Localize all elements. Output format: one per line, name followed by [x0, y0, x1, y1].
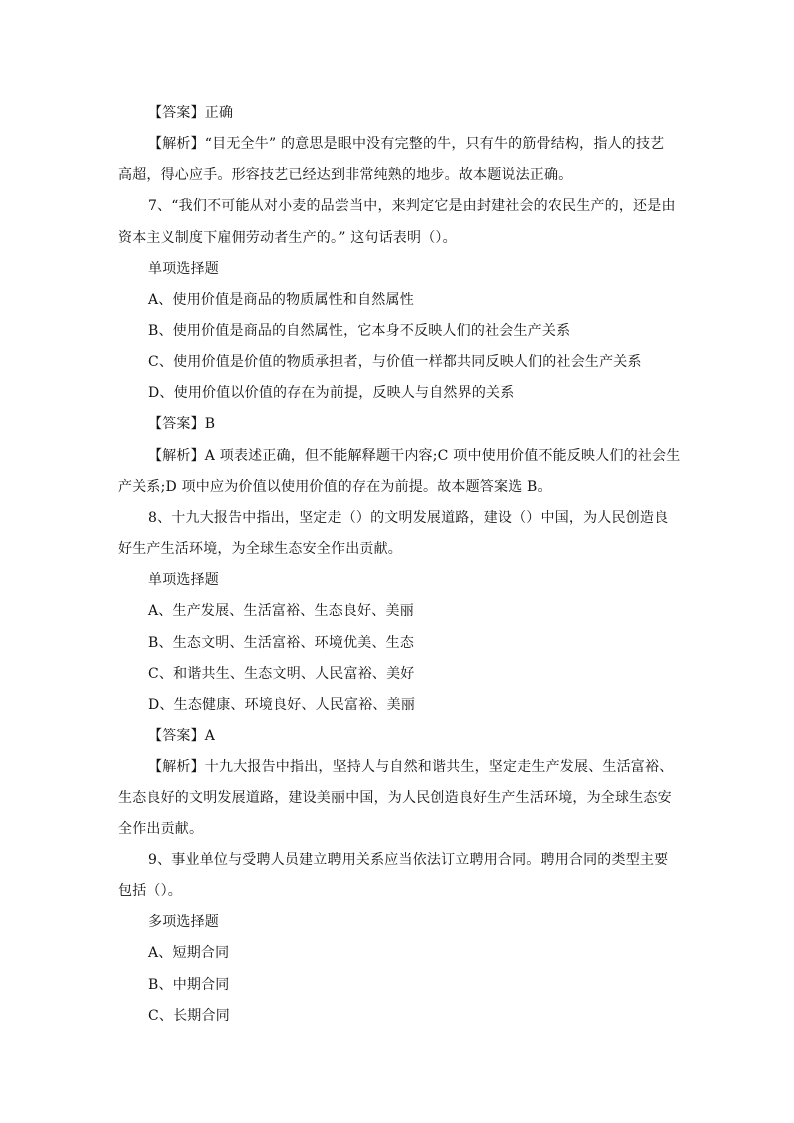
- option-b: B、中期合同: [148, 977, 230, 993]
- option-d: D、生态健康、环境良好、人民富裕、美丽: [148, 697, 416, 713]
- question-7-cont: 资本主义制度下雇佣劳动者生产的。” 这句话表明（）。: [118, 230, 457, 246]
- option-a: A、使用价值是商品的物质属性和自然属性: [148, 292, 414, 308]
- question-8-cont: 好生产生活环境，为全球生态安全作出贡献。: [118, 541, 402, 557]
- analysis-line: 【解析】A 项表述正确，但不能解释题干内容;C 项中使用价值不能反映人们的社会生: [148, 448, 681, 464]
- answer-line: 【答案】B: [148, 416, 216, 432]
- question-type: 单项选择题: [148, 572, 219, 588]
- option-a: A、生产发展、生活富裕、生态良好、美丽: [148, 603, 414, 619]
- option-b: B、生态文明、生活富裕、环境优美、生态: [148, 635, 415, 651]
- analysis-line: 【解析】“目无全牛” 的意思是眼中没有完整的牛，只有牛的筋骨结构，指人的技艺: [148, 136, 665, 152]
- question-type: 多项选择题: [148, 914, 219, 930]
- analysis-line-cont: 生态良好的文明发展道路，建设美丽中国，为人民创造良好生产生活环境，为全球生态安: [118, 790, 672, 806]
- analysis-line-cont: 高超，得心应手。形容技艺已经达到非常纯熟的地步。故本题说法正确。: [118, 167, 573, 183]
- analysis-line: 【解析】十九大报告中指出，坚持人与自然和谐共生，坚定走生产发展、生活富裕、: [148, 759, 674, 775]
- question-8: 8、十九大报告中指出，坚定走（）的文明发展道路，建设（）中国，为人民创造良: [148, 510, 669, 526]
- question-9: 9、事业单位与受聘人员建立聘用关系应当依法订立聘用合同。聘用合同的类型主要: [148, 852, 669, 868]
- question-7: 7、“我们不可能从对小麦的品尝当中，来判定它是由封建社会的农民生产的，还是由: [148, 198, 676, 214]
- option-c: C、和谐共生、生态文明、人民富裕、美好: [148, 666, 415, 682]
- option-a: A、短期合同: [148, 945, 230, 961]
- analysis-line-cont: 全作出贡献。: [118, 821, 204, 837]
- option-c: C、使用价值是价值的物质承担者，与价值一样都共同反映人们的社会生产关系: [148, 354, 642, 370]
- analysis-line-cont: 产关系;D 项中应为价值以使用价值的存在为前提。故本题答案选 B。: [118, 479, 552, 495]
- option-c: C、长期合同: [148, 1008, 230, 1024]
- answer-line: 【答案】正确: [148, 105, 234, 121]
- option-b: B、使用价值是商品的自然属性，它本身不反映人们的社会生产关系: [148, 323, 571, 339]
- option-d: D、使用价值以价值的存在为前提，反映人与自然界的关系: [148, 385, 515, 401]
- question-type: 单项选择题: [148, 261, 219, 277]
- question-9-cont: 包括（）。: [118, 883, 182, 899]
- answer-line: 【答案】A: [148, 728, 216, 744]
